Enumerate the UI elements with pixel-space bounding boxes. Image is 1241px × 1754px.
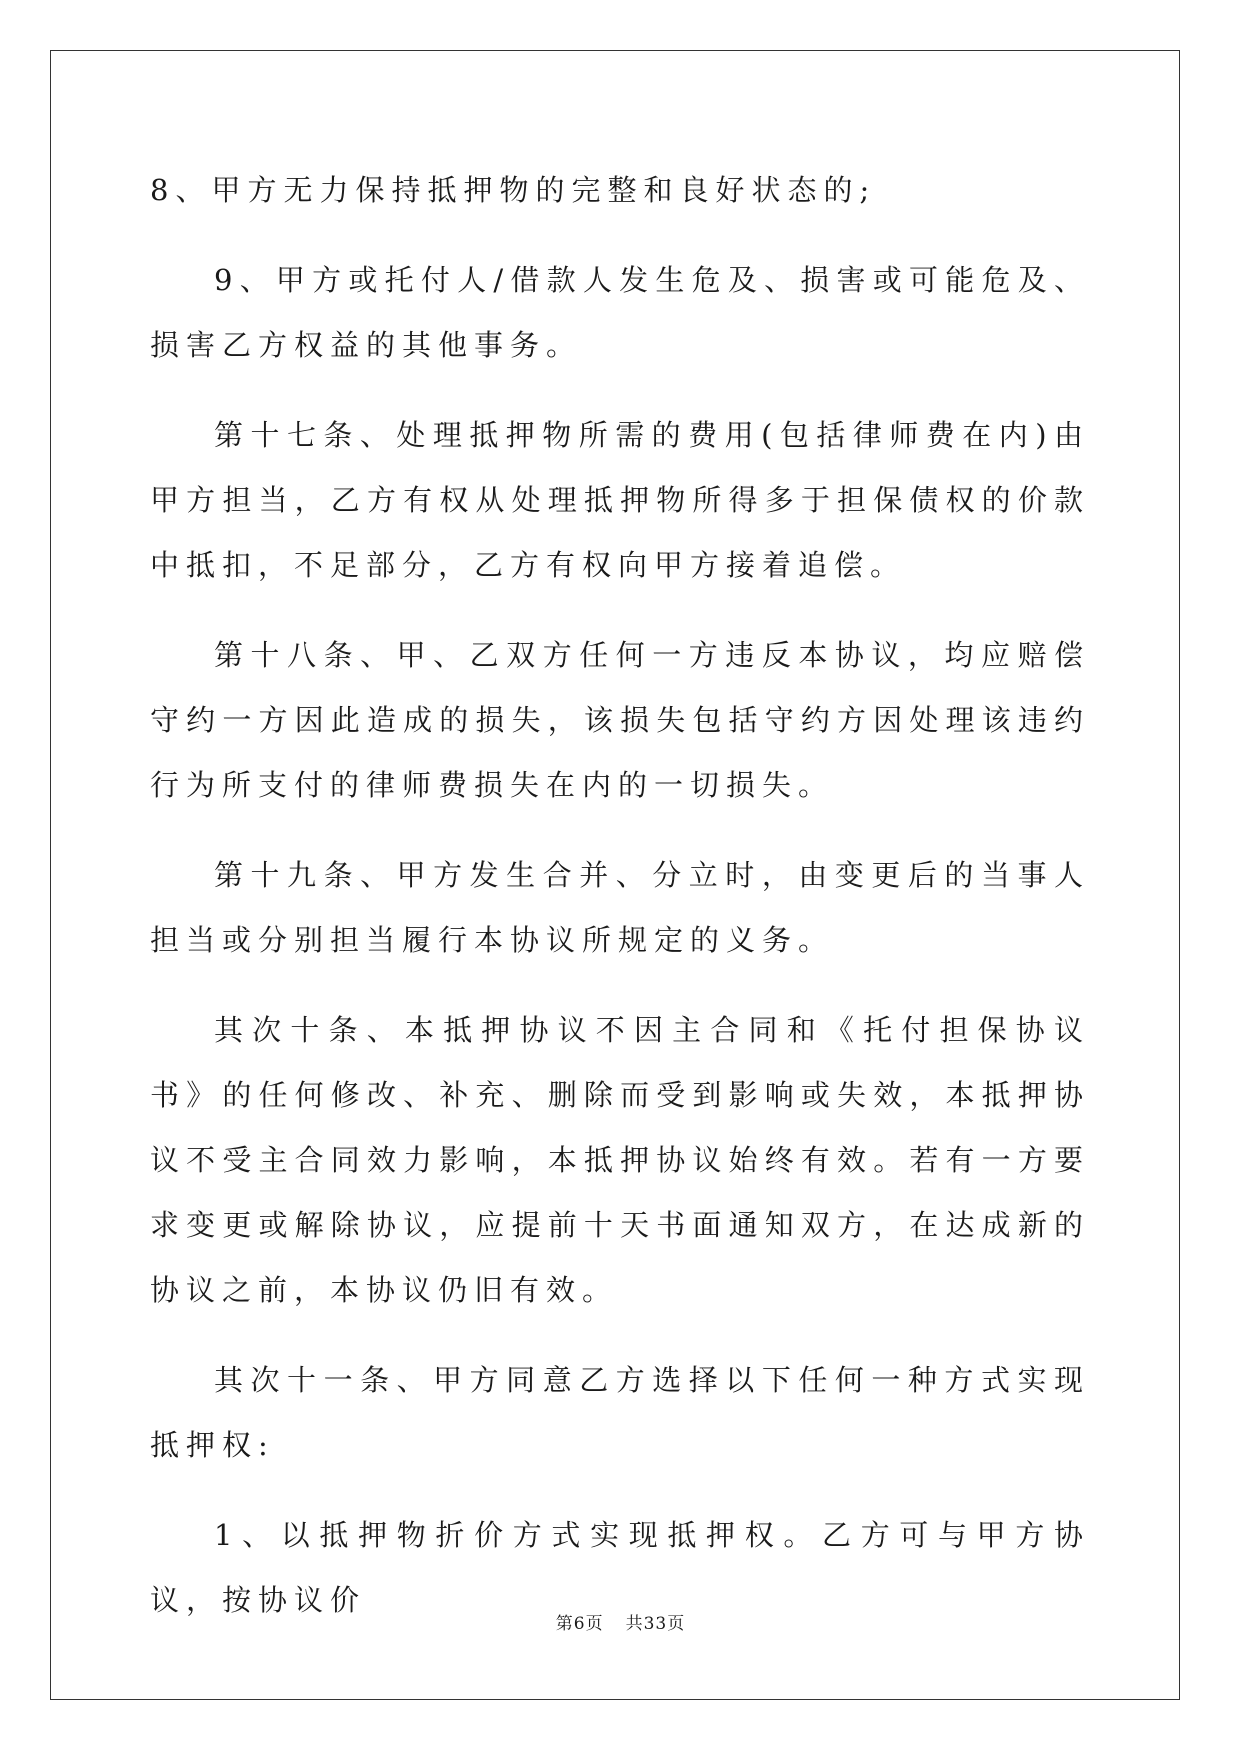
page-footer bbox=[0, 1609, 1241, 1634]
paragraph-article-20: 其次十条、本抵押协议不因主合同和《托付担保协议书》的任何修改、补充、删除而受到影响或失效，本抵押协议不受主合同效力影响，本抵押协议始终有效。若有一方要求变更或解除协议，应提前十天书面通知双方，在达成新的协议之前，本协议仍旧有效。 bbox=[150, 1013, 1090, 1307]
paragraph-item-8: 8、甲方无力保持抵押物的完整和良好状态的; bbox=[150, 173, 877, 207]
document-body bbox=[150, 158, 1090, 1658]
paragraph-article-21: 其次十一条、甲方同意乙方选择以下任何一种方式实现抵押权: bbox=[150, 1363, 1090, 1462]
paragraph-item-9: 9、甲方或托付人/借款人发生危及、损害或可能危及、损害乙方权益的其他事务。 bbox=[150, 263, 1090, 362]
paragraph-article-17: 第十七条、处理抵押物所需的费用(包括律师费在内)由甲方担当，乙方有权从处理抵押物所得多于担保债权的价款中抵扣，不足部分，乙方有权向甲方接着追偿。 bbox=[150, 418, 1090, 582]
page-number: 第6页 bbox=[555, 1614, 604, 1634]
paragraph-method-1: 1、以抵押物折价方式实现抵押权。乙方可与甲方协议，按协议价 bbox=[150, 1518, 1090, 1617]
paragraph-article-18: 第十八条、甲、乙双方任何一方违反本协议，均应赔偿守约一方因此造成的损失，该损失包括守约方因处理该违约行为所支付的律师费损失在内的一切损失。 bbox=[150, 638, 1090, 802]
paragraph-article-19: 第十九条、甲方发生合并、分立时，由变更后的当事人担当或分别担当履行本协议所规定的义务。 bbox=[150, 858, 1090, 957]
page-total: 共33页 bbox=[625, 1614, 686, 1634]
